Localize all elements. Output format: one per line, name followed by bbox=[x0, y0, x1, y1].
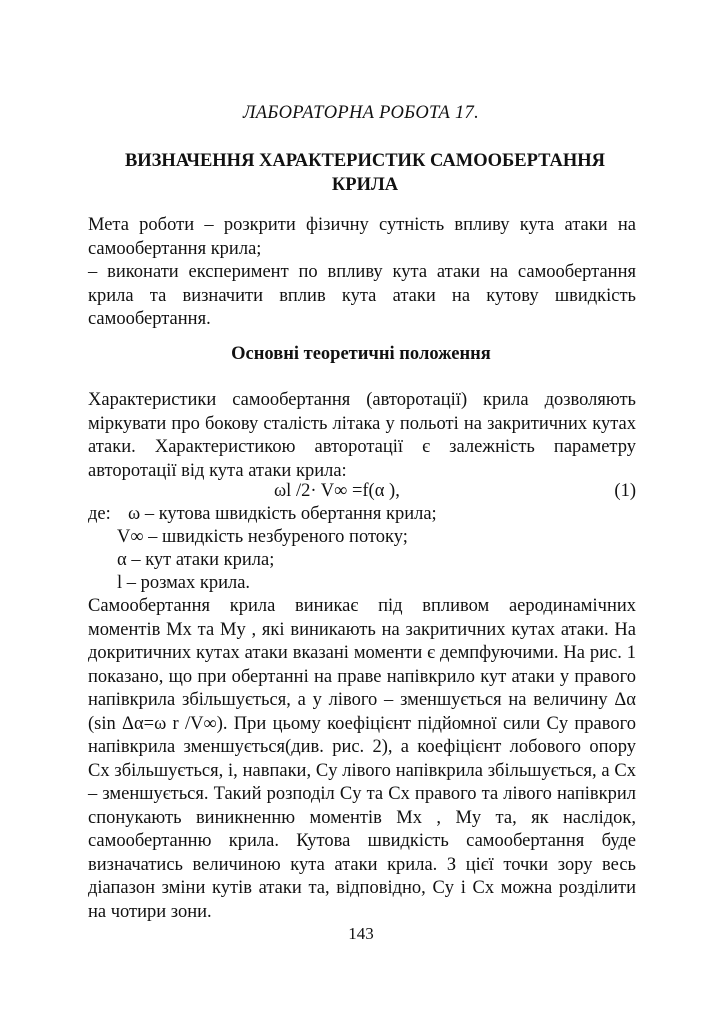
body-paragraph: Самообертання крила виникає під впливом аеродинамічних моментів Mx та My , які виникають на закритичних кутах атаки. На докритичних кутах атаки вказані моменти є демпфуючими. На рис. 1 показано, що при обертанні на праве напівкрило кут атаки у правого напівкрила збільшується, а у лівого – зменшується на величину Δα (sin Δα=ω r /V∞). При цьому коефіцієнт підйомної сили Cy правого напівкрила зменшується(див. рис. 2), а коефіцієнт лобового опору Cx збільшується, і, навпаки, Cy лівого напівкрила збільшується, а Cx – зменшується. Такий розподіл Cy та Cx правого та лівого напівкрил спонукають виникненню моментів Mx , My та, як наслідок, самообертанню крила. Кутова швидкість самообертання буде визначатись величиною кута атаки крила. З цієї точки зору весь діапазон зміни кутів атаки та, відповідно, Cy і Cx можна розділити на чотири зони. bbox=[88, 596, 636, 922]
def-l: l – розмах крила. bbox=[117, 573, 251, 593]
section-title: Основні теоретичні положення bbox=[231, 344, 491, 364]
definitions-de bbox=[88, 503, 437, 526]
main-title-line1: ВИЗНАЧЕННЯ ХАРАКТЕРИСТИК САМООБЕРТАННЯ bbox=[124, 151, 606, 171]
intro-paragraph: Характеристики самообертання (авторотації) крила дозволяють міркувати про бокову сталість літака у польоті на закритичних кутах атаки. Характеристикою авторотації є залежність параметру авторотації від кута атаки крила: bbox=[88, 390, 636, 481]
lab-title: ЛАБОРАТОРНА РОБОТА 17. bbox=[242, 103, 480, 123]
de-label: де: bbox=[88, 504, 111, 524]
main-title-line2: КРИЛА bbox=[331, 175, 399, 195]
goal-line2: – виконати експеримент по впливу кута атаки на самообертання крила та визначити вплив кута атаки на кутову швидкість самообертання. bbox=[88, 262, 636, 329]
formula-number: (1) bbox=[614, 481, 636, 501]
def-v-inf: V∞ – швидкість незбуреного потоку; bbox=[117, 527, 408, 547]
goal-line1 bbox=[88, 214, 636, 261]
main-title bbox=[95, 149, 635, 197]
def-alpha: α – кут атаки крила; bbox=[117, 550, 275, 570]
formula-expression: ωl /2· V∞ =f(α ), bbox=[274, 481, 400, 501]
page-number: 143 bbox=[348, 924, 374, 943]
goal-line1-text: Мета роботи – розкрити фізичну сутність впливу кута атаки на самообертання крила; bbox=[88, 215, 636, 259]
formula-row bbox=[88, 481, 636, 505]
def-omega: ω – кутова швидкість обертання крила; bbox=[128, 504, 437, 524]
